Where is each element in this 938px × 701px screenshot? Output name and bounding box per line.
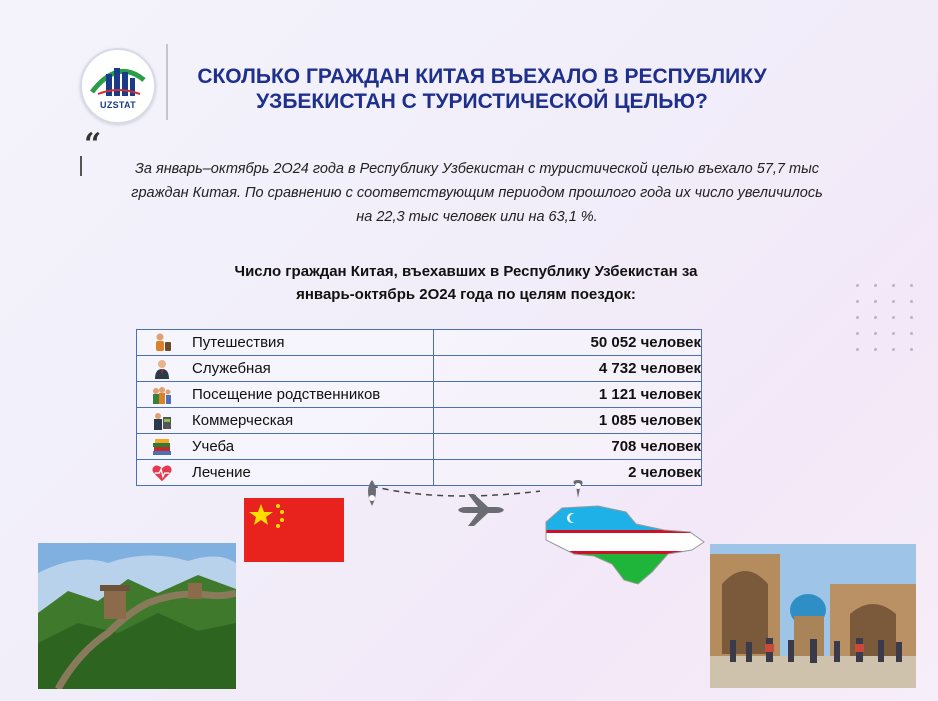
uzstat-logo (80, 48, 156, 124)
purpose-table (136, 329, 702, 486)
table-row (137, 382, 702, 408)
table-row (137, 408, 702, 434)
heart-pulse-icon (151, 463, 173, 483)
purpose-cell (137, 408, 434, 434)
purpose-cell (137, 434, 434, 460)
purpose-cell (137, 382, 434, 408)
china-flag-stars-icon (244, 498, 344, 562)
table-title-line-1: Число граждан Китая, въехавших в Республику Узбекистан за (234, 263, 698, 280)
title-line-2: УЗБЕКИСТАН С ТУРИСТИЧЕСКОЙ ЦЕЛЬЮ? (256, 90, 708, 113)
books-icon (151, 437, 173, 457)
china-flag (244, 498, 344, 562)
purpose-value: 50 052 человек (434, 330, 702, 356)
logo-text: UZSTAT (100, 100, 136, 110)
title-line-1: СКОЛЬКО ГРАЖДАН КИТАЯ ВЪЕХАЛО В РЕСПУБЛИКУ (197, 65, 767, 88)
family-icon (151, 385, 173, 405)
header-divider (166, 44, 168, 120)
samarkand-registan-photo (710, 544, 916, 688)
table-title (186, 260, 746, 306)
purpose-cell (137, 330, 434, 356)
table-title-line-2: январь-октябрь 2О24 года по целям поездок: (296, 286, 636, 303)
purpose-label: Путешествия (192, 334, 285, 351)
great-wall-photo (38, 543, 236, 689)
purpose-value: 2 человек (434, 460, 702, 486)
purpose-label: Коммерческая (192, 412, 294, 429)
purpose-value: 1 121 человек (434, 382, 702, 408)
purpose-label: Учеба (192, 438, 235, 455)
commerce-icon (151, 411, 173, 431)
uzbekistan-map-icon (540, 476, 710, 592)
quote-line-2: граждан Китая. По сравнению с соответствующим периодом прошлого года их число увеличилось (131, 185, 823, 201)
purpose-value: 4 732 человек (434, 356, 702, 382)
page-title (172, 64, 792, 114)
table-row (137, 434, 702, 460)
purpose-label: Лечение (192, 464, 251, 481)
table-row (137, 330, 702, 356)
purpose-cell (137, 356, 434, 382)
quote-mark-icon: “ (84, 127, 102, 162)
traveler-icon (151, 333, 173, 353)
purpose-value: 708 человек (434, 434, 702, 460)
purpose-label: Служебная (192, 360, 271, 377)
purpose-value: 1 085 человек (434, 408, 702, 434)
businessman-icon (151, 359, 173, 379)
uzstat-emblem-icon (82, 50, 154, 122)
table-row (137, 356, 702, 382)
quote-line-1: За январь–октябрь 2О24 года в Республику Узбекистан с туристической целью въехало 57,7 тыс (134, 161, 820, 177)
flight-path-icon (360, 476, 540, 556)
airplane-icon (458, 494, 504, 526)
purpose-label: Посещение родственников (192, 386, 381, 403)
quote-line-3: на 22,3 тыс человек или на 63,1 %. (356, 209, 598, 225)
summary-quote (82, 157, 872, 229)
